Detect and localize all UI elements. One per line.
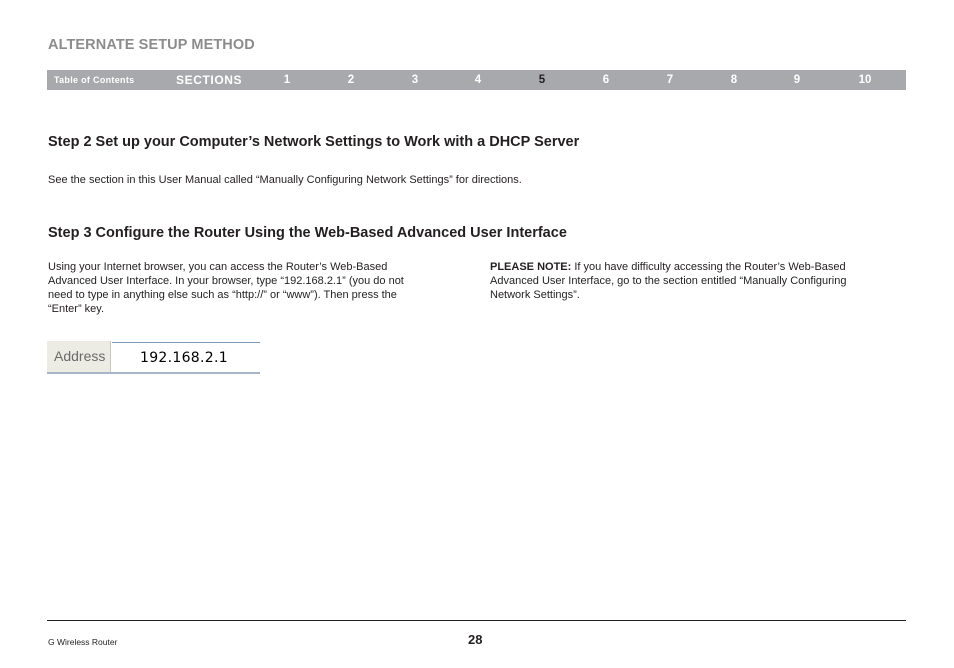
please-note-label: PLEASE NOTE: [490, 261, 572, 273]
step2-body: See the section in this User Manual called “Manually Configuring Network Settings” for directions. [48, 174, 522, 186]
footer-divider [47, 620, 906, 621]
section-link-5[interactable]: 5 [538, 74, 546, 86]
step3-heading: Step 3 Configure the Router Using the Web-Based Advanced User Interface [48, 225, 567, 241]
section-link-7[interactable]: 7 [666, 74, 674, 86]
browser-address-bar [47, 341, 260, 374]
section-link-9[interactable]: 9 [793, 74, 801, 86]
section-link-4[interactable]: 4 [474, 74, 482, 86]
section-link-6[interactable]: 6 [602, 74, 610, 86]
instruction-line: “Enter” key. [48, 303, 105, 315]
section-link-1[interactable]: 1 [283, 74, 291, 86]
instruction-line: Using your Internet browser, you can access the Router’s Web-Based [48, 261, 388, 273]
note-line: If you have difficulty accessing the Router’s Web-Based [571, 261, 846, 273]
address-label: Address [47, 341, 111, 372]
page-number: 28 [468, 632, 483, 647]
note-line: Advanced User Interface, go to the section entitled “Manually Configuring [490, 275, 847, 287]
note-line: Network Settings”. [490, 289, 580, 301]
instruction-line: need to type in anything else such as “http://” or “www”). Then press the [48, 289, 397, 301]
sections-label: SECTIONS [176, 73, 243, 87]
section-link-3[interactable]: 3 [411, 74, 419, 86]
section-navbar [47, 70, 906, 90]
section-link-8[interactable]: 8 [730, 74, 738, 86]
step3-instructions [48, 260, 468, 316]
step2-heading: Step 2 Set up your Computer’s Network Settings to Work with a DHCP Server [48, 134, 580, 150]
please-note [490, 260, 910, 302]
section-link-10[interactable]: 10 [858, 74, 872, 86]
section-title: ALTERNATE SETUP METHOD [48, 37, 255, 53]
address-input[interactable]: 192.168.2.1 [112, 342, 260, 371]
instruction-line: Advanced User Interface. In your browser, type “192.168.2.1” (you do not [48, 275, 404, 287]
section-link-2[interactable]: 2 [347, 74, 355, 86]
footer-product-name: G Wireless Router [48, 637, 118, 647]
table-of-contents-link[interactable]: Table of Contents [54, 75, 135, 85]
